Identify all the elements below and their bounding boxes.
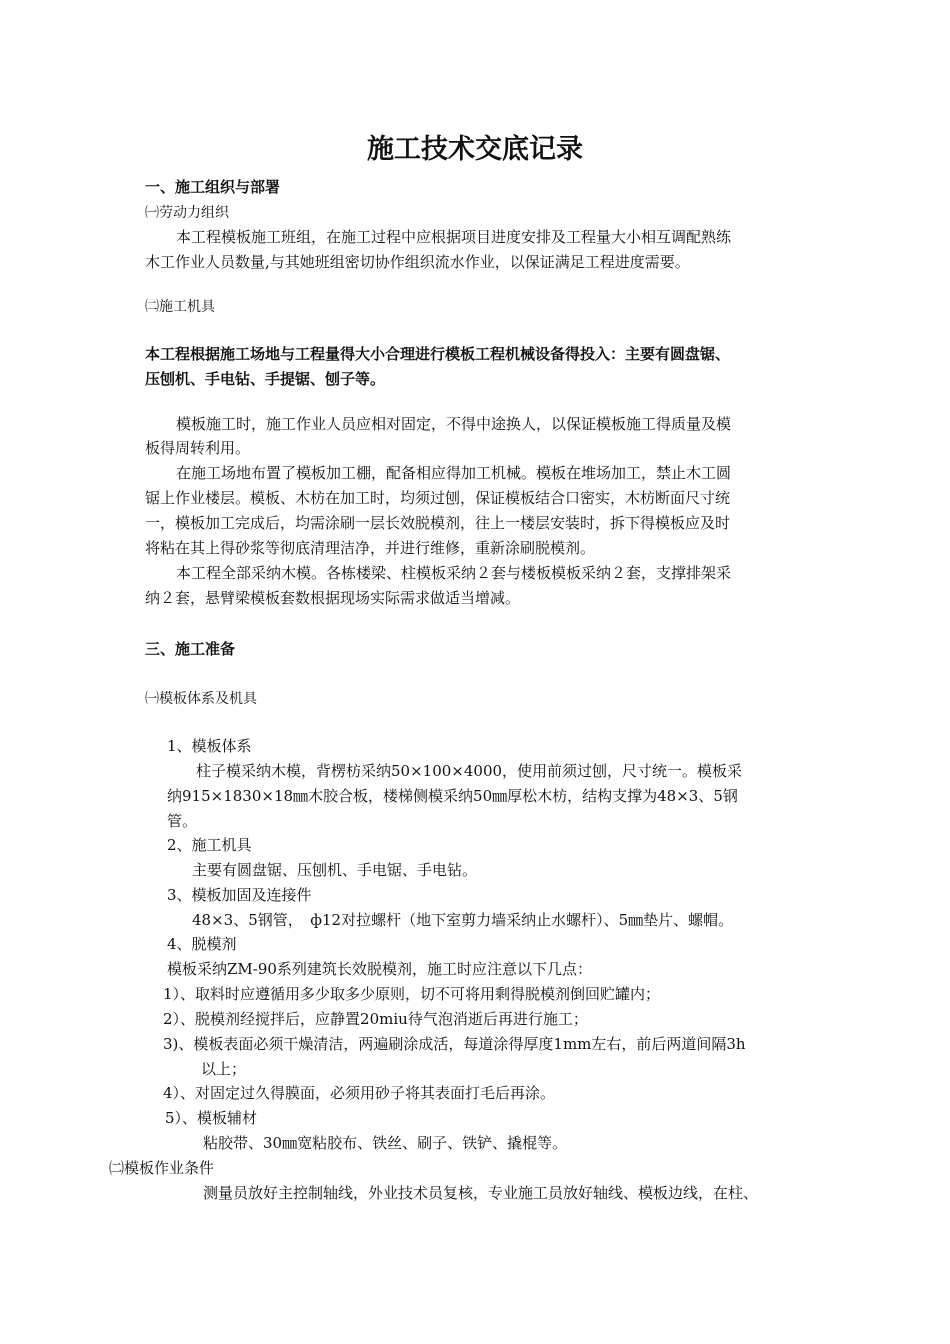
numbered-note: 以上； (201, 1060, 247, 1078)
paragraph-line: 在施工场地布置了模板加工棚，配备相应得加工机械。模板在堆场加工，禁止木工圆 (176, 464, 732, 482)
item-label: 3、模板加固及连接件 (167, 886, 312, 904)
subsection-label-machines: ㈡施工机具 (145, 299, 215, 315)
paragraph-line: 模板施工时，施工作业人员应相对固定，不得中途换人，以保证模板施工得质量及模 (176, 415, 732, 433)
section-heading-organization: 一、施工组织与部署 (145, 178, 281, 196)
item-label: 2、施工机具 (167, 836, 252, 854)
numbered-note: 4）、对固定过久得膜面，必须用砂子将其表面打毛后再涂。 (163, 1084, 556, 1102)
paragraph-line: 将粘在其上得砂浆等彻底清理洁净，并进行维修，重新涂刷脱模剂。 (145, 539, 596, 557)
paragraph-line: 粘胶带、30㎜宽粘胶布、铁丝、刷子、铁铲、撬棍等。 (203, 1134, 568, 1152)
paragraph-line: 一，模板加工完成后，均需涂刷一层长效脱模剂，往上一楼层安装时，拆下得模板应及时 (145, 514, 731, 532)
item-label: 4、脱模剂 (167, 935, 237, 953)
paragraph-line: 管。 (167, 812, 198, 830)
numbered-note: 1）、取料时应遵循用多少取多少原则，切不可将用剩得脱模剂倒回贮罐内； (163, 985, 661, 1003)
subsection-label-labor: ㈠劳动力组织 (145, 205, 229, 221)
paragraph-line: 锯上作业楼层。模板、木枋在加工时，均须过刨，保证模板结合口密实，木枋断面尺寸统 (145, 489, 731, 507)
section-heading-preparation: 三、施工准备 (145, 640, 236, 658)
paragraph-line: 柱子模采纳木模，背楞枋采纳50×100×4000，使用前须过刨，尺寸统一。模板采 (196, 762, 743, 780)
item-label: 1、模板体系 (167, 737, 252, 755)
paragraph-line: 主要有圆盘锯、压刨机、手电锯、手电钻。 (192, 861, 478, 879)
paragraph-line: 测量员放好主控制轴线，外业技术员复核，专业施工员放好轴线、模板边线，在柱、 (203, 1184, 759, 1202)
paragraph-line: 板得周转利用。 (145, 439, 251, 457)
bold-paragraph-line: 压刨机、手电钻、手提锯、刨子等。 (145, 370, 386, 388)
item-label: 5）、模板辅材 (165, 1109, 258, 1127)
subsection-label-conditions: ㈡模板作业条件 (109, 1159, 215, 1177)
paragraph-line: 本工程全部采纳木模。各栋楼梁、柱模板采纳２套与楼板模板采纳２套，支撑排架采 (176, 564, 732, 582)
subsection-label-system: ㈠模板体系及机具 (145, 691, 257, 707)
numbered-note: 2）、脱模剂经搅拌后，应静置20miu待气泡消逝后再进行施工； (163, 1010, 588, 1028)
bold-paragraph-line: 本工程根据施工场地与工程量得大小合理进行模板工程机械设备得投入：主要有圆盘锯、 (145, 345, 731, 363)
numbered-note: 3)、模板表面必须干燥清洁，两遍刷涂成活，每道涂得厚度1mm左右，前后两道间隔3h (163, 1035, 746, 1053)
paragraph-line: 模板采纳ZM-90系列建筑长效脱模剂，施工时应注意以下几点： (167, 960, 592, 978)
paragraph-line: 木工作业人员数量,与其她班组密切协作组织流水作业，以保证满足工程进度需要。 (145, 253, 690, 271)
paragraph-line: 本工程模板施工班组，在施工过程中应根据项目进度安排及工程量大小相互调配熟练 (176, 228, 732, 246)
paragraph-line: 纳２套，悬臂梁模板套数根据现场实际需求做适当增减。 (145, 589, 521, 607)
page-title: 施工技术交底记录 (367, 134, 583, 165)
paragraph-line: 48×3、5钢管， ф12对拉螺杆（地下室剪力墙采纳止水螺杆）、5㎜垫片、螺帽。 (192, 911, 734, 929)
paragraph-line: 纳915×1830×18㎜木胶合板，楼梯侧模采纳50㎜厚松木枋，结构支撑为48×3、5钢 (167, 787, 738, 805)
